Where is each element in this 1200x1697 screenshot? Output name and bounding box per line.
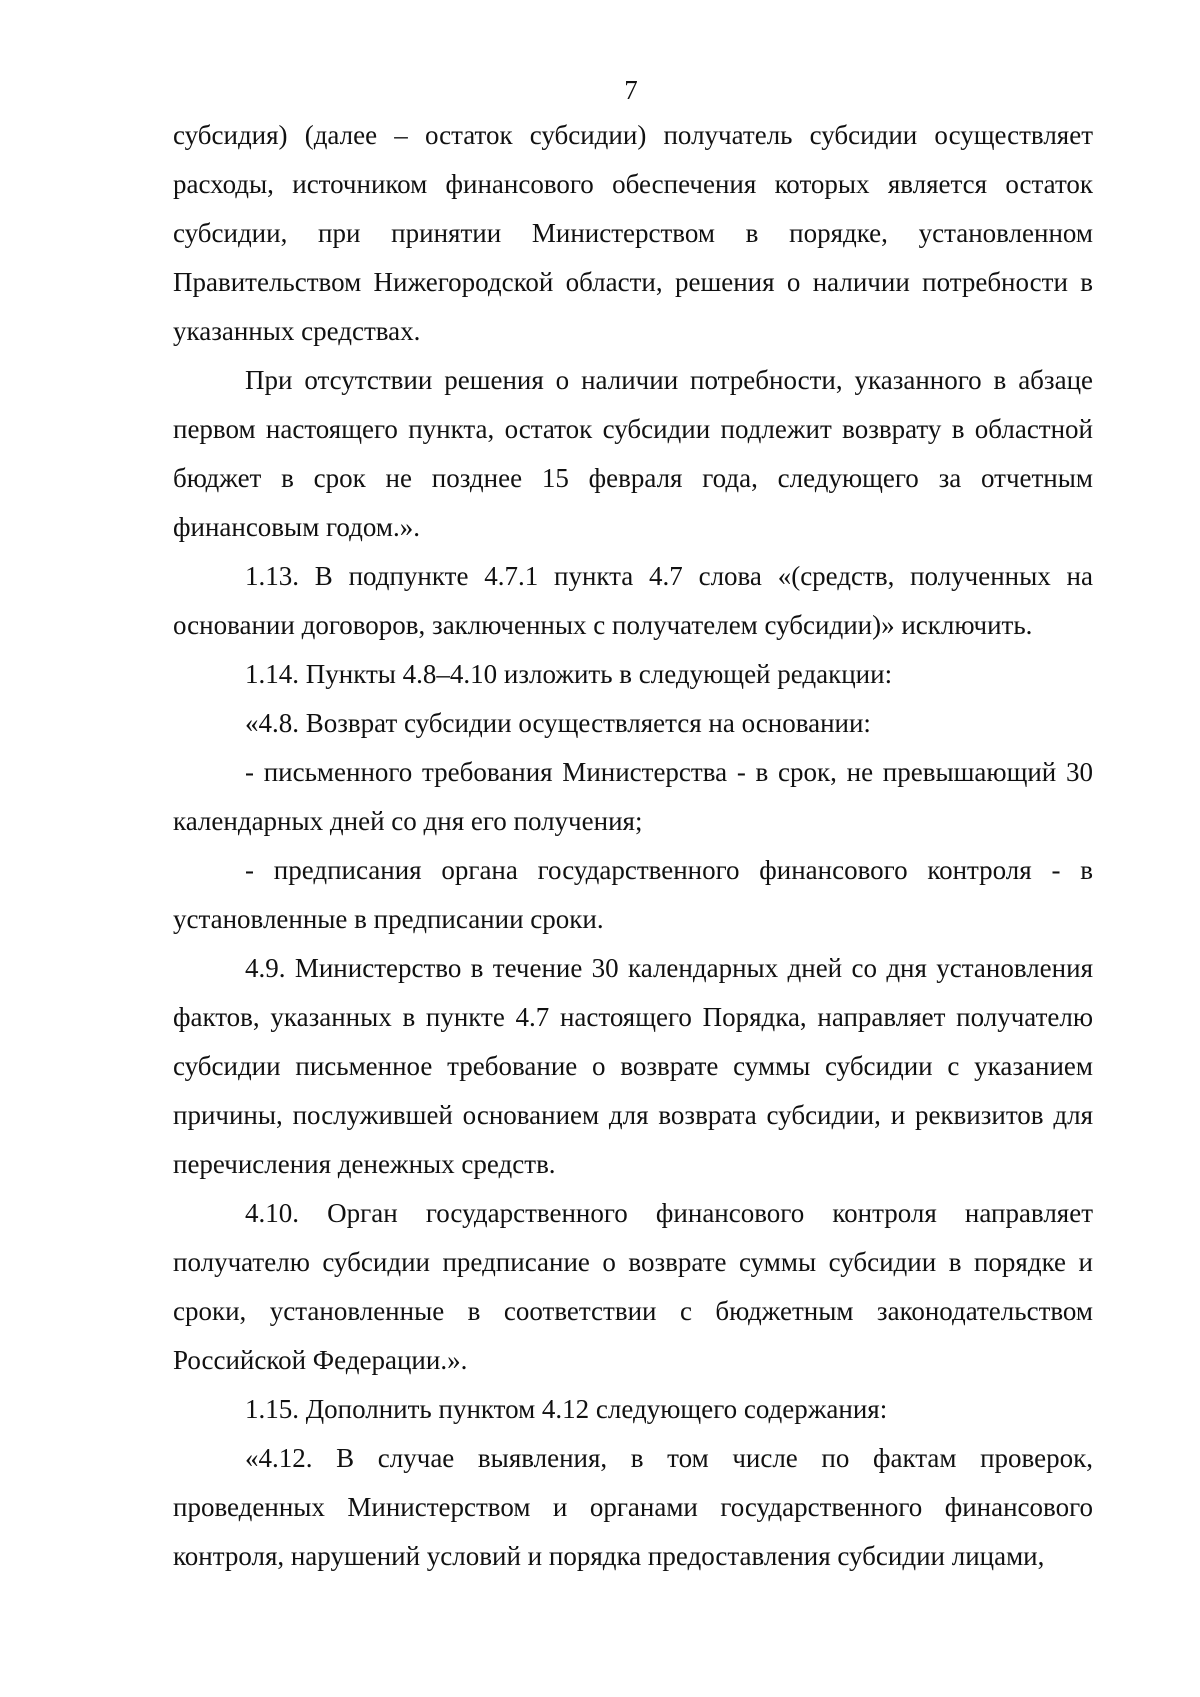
paragraph-4-12: «4.12. В случае выявления, в том числе по фактам проверок, проведенных Министерством и органами государственного финансового контроля, нарушений условий и порядка предоставления субсидии лицами, [173, 1443, 1093, 1571]
paragraph-4-9: 4.9. Министерство в течение 30 календарных дней со дня установления фактов, указанных в пункте 4.7 настоящего Порядка, направляет получателю субсидии письменное требование о возврате суммы субсидии с указанием причины, послужившей основанием для возврата субсидии, и реквизитов для перечисления денежных средств. [173, 953, 1093, 1179]
paragraph-1-14: 1.14. Пункты 4.8–4.10 изложить в следующей редакции: [245, 659, 893, 689]
paragraph-remainder-return: При отсутствии решения о наличии потребности, указанного в абзаце первом настоящего пункта, остаток субсидии подлежит возврату в областной бюджет в срок не позднее 15 февраля года, следующего за отчетным финансовым годом.». [173, 365, 1093, 542]
paragraph-4-8-item-control: - предписания органа государственного финансового контроля - в установленные в предписании сроки. [173, 855, 1093, 934]
document-body [173, 111, 1093, 1581]
paragraph-1-13: 1.13. В подпункте 4.7.1 пункта 4.7 слова «(средств, полученных на основании договоров, заключенных с получателем субсидии)» исключить. [173, 561, 1093, 640]
paragraph-4-10: 4.10. Орган государственного финансового контроля направляет получателю субсидии предписание о возврате суммы субсидии в порядке и сроки, установленные в соответствии с бюджетным законодательством Российской Федерации.». [173, 1198, 1093, 1375]
page-number: 7 [624, 75, 638, 105]
paragraph-4-8-item-ministry: - письменного требования Министерства - в срок, не превышающий 30 календарных дней со дня его получения; [173, 757, 1093, 836]
paragraph-4-8: «4.8. Возврат субсидии осуществляется на основании: [245, 708, 871, 738]
paragraph-continuation: субсидия) (далее – остаток субсидии) получатель субсидии осуществляет расходы, источником финансового обеспечения которых является остаток субсидии, при принятии Министерством в порядке, установленном Правительством Нижегородской области, решения о наличии потребности в указанных средствах. [173, 120, 1093, 346]
paragraph-1-15: 1.15. Дополнить пунктом 4.12 следующего содержания: [245, 1394, 888, 1424]
